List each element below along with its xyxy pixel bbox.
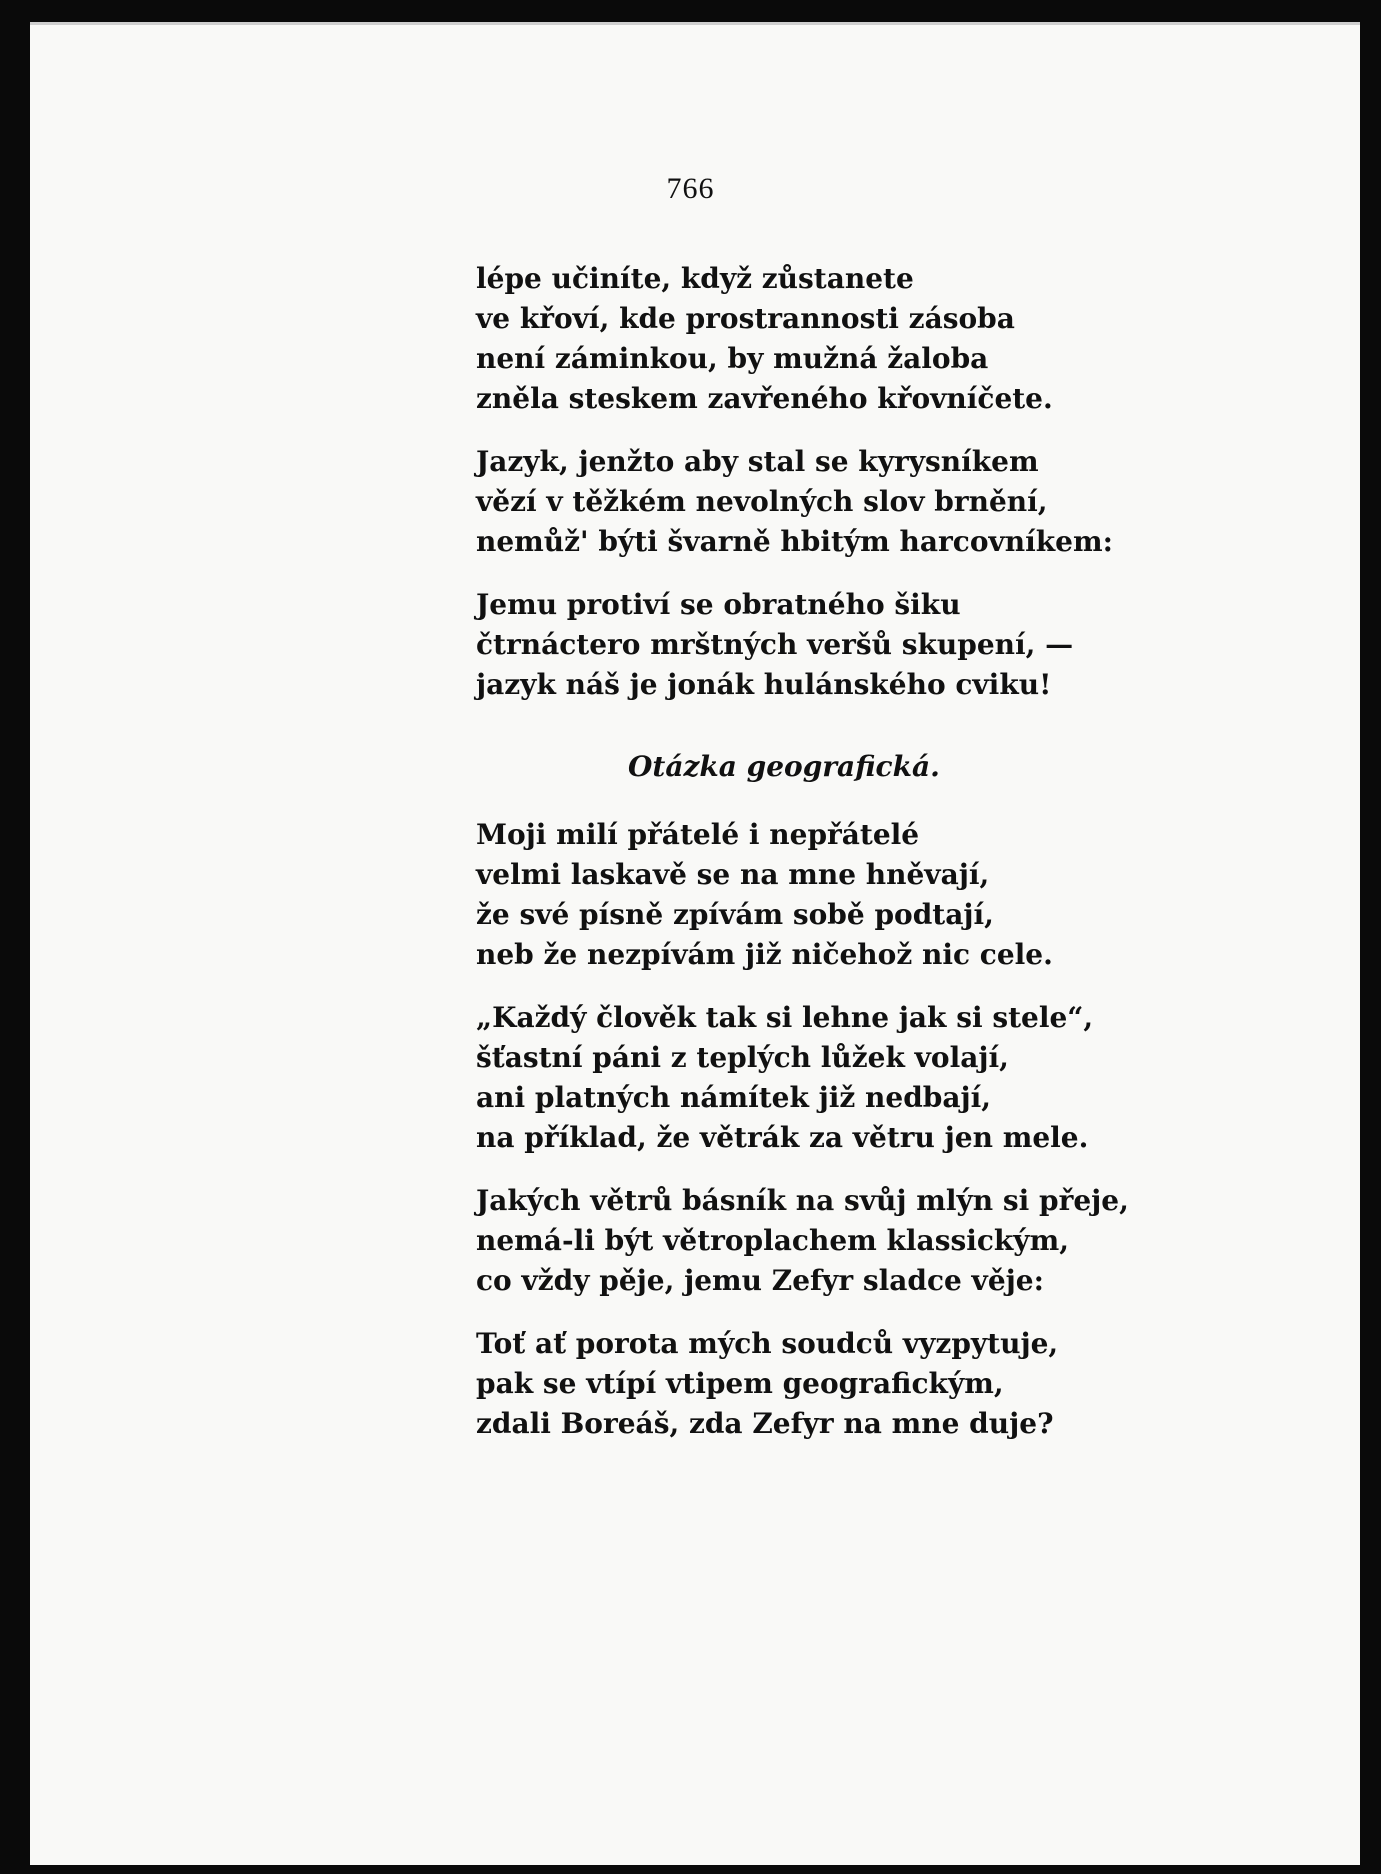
verse-line: není záminkou, by mužná žaloba	[476, 342, 989, 375]
verse-line: nemůž' býti švarně hbitým harcovníkem:	[476, 525, 1113, 558]
verse-line: pak se vtípí vtipem geografickým,	[476, 1367, 1004, 1400]
verse-line: lépe učiníte, když zůstanete	[476, 262, 914, 295]
verse-line: velmi laskavě se na mne hněvají,	[476, 858, 990, 891]
stanza	[476, 1181, 1176, 1301]
page-number: 766	[666, 172, 715, 205]
verse-line: „Každý člověk tak si lehne jak si stele“,	[476, 1001, 1094, 1034]
verse-line: zněla steskem zavřeného křovníčete.	[476, 382, 1053, 415]
stanza	[476, 585, 1176, 705]
verse-line: Moji milí přátelé i nepřátelé	[476, 818, 920, 851]
verse-line: jazyk náš je jonák hulánského cviku!	[476, 668, 1052, 701]
stanza	[476, 259, 1176, 419]
poem-title: Otázka geografická.	[628, 750, 940, 783]
verse-line: čtrnáctero mrštných veršů skupení, —	[476, 628, 1074, 661]
verse-line: Toť ať porota mých soudců vyzpytuje,	[476, 1327, 1059, 1360]
poem-text	[476, 259, 1176, 1467]
verse-line: nemá-li být větroplachem klassickým,	[476, 1224, 1069, 1257]
stanza	[476, 815, 1176, 975]
verse-line: Jemu protiví se obratného šiku	[476, 588, 961, 621]
stanza	[476, 998, 1176, 1158]
verse-line: Jazyk, jenžto aby stal se kyrysníkem	[476, 445, 1039, 478]
verse-line: Jakých větrů básník na svůj mlýn si přeje,	[476, 1184, 1129, 1217]
stanza	[476, 442, 1176, 562]
verse-line: neb že nezpívám již ničehož nic cele.	[476, 938, 1053, 971]
verse-line: vězí v těžkém nevolných slov brnění,	[476, 485, 1048, 518]
verse-line: zdali Boreáš, zda Zefyr na mne duje?	[476, 1407, 1054, 1440]
verse-line: že své písně zpívám sobě podtají,	[476, 898, 994, 931]
verse-line: ve křoví, kde prostrannosti zásoba	[476, 302, 1015, 335]
stanza	[476, 1324, 1176, 1444]
verse-line: ani platných námítek již nedbají,	[476, 1081, 992, 1114]
verse-line: šťastní páni z teplých lůžek volají,	[476, 1041, 1009, 1074]
verse-line: na příklad, že větrák za větru jen mele.	[476, 1121, 1089, 1154]
verse-line: co vždy pěje, jemu Zefyr sladce věje:	[476, 1264, 1044, 1297]
